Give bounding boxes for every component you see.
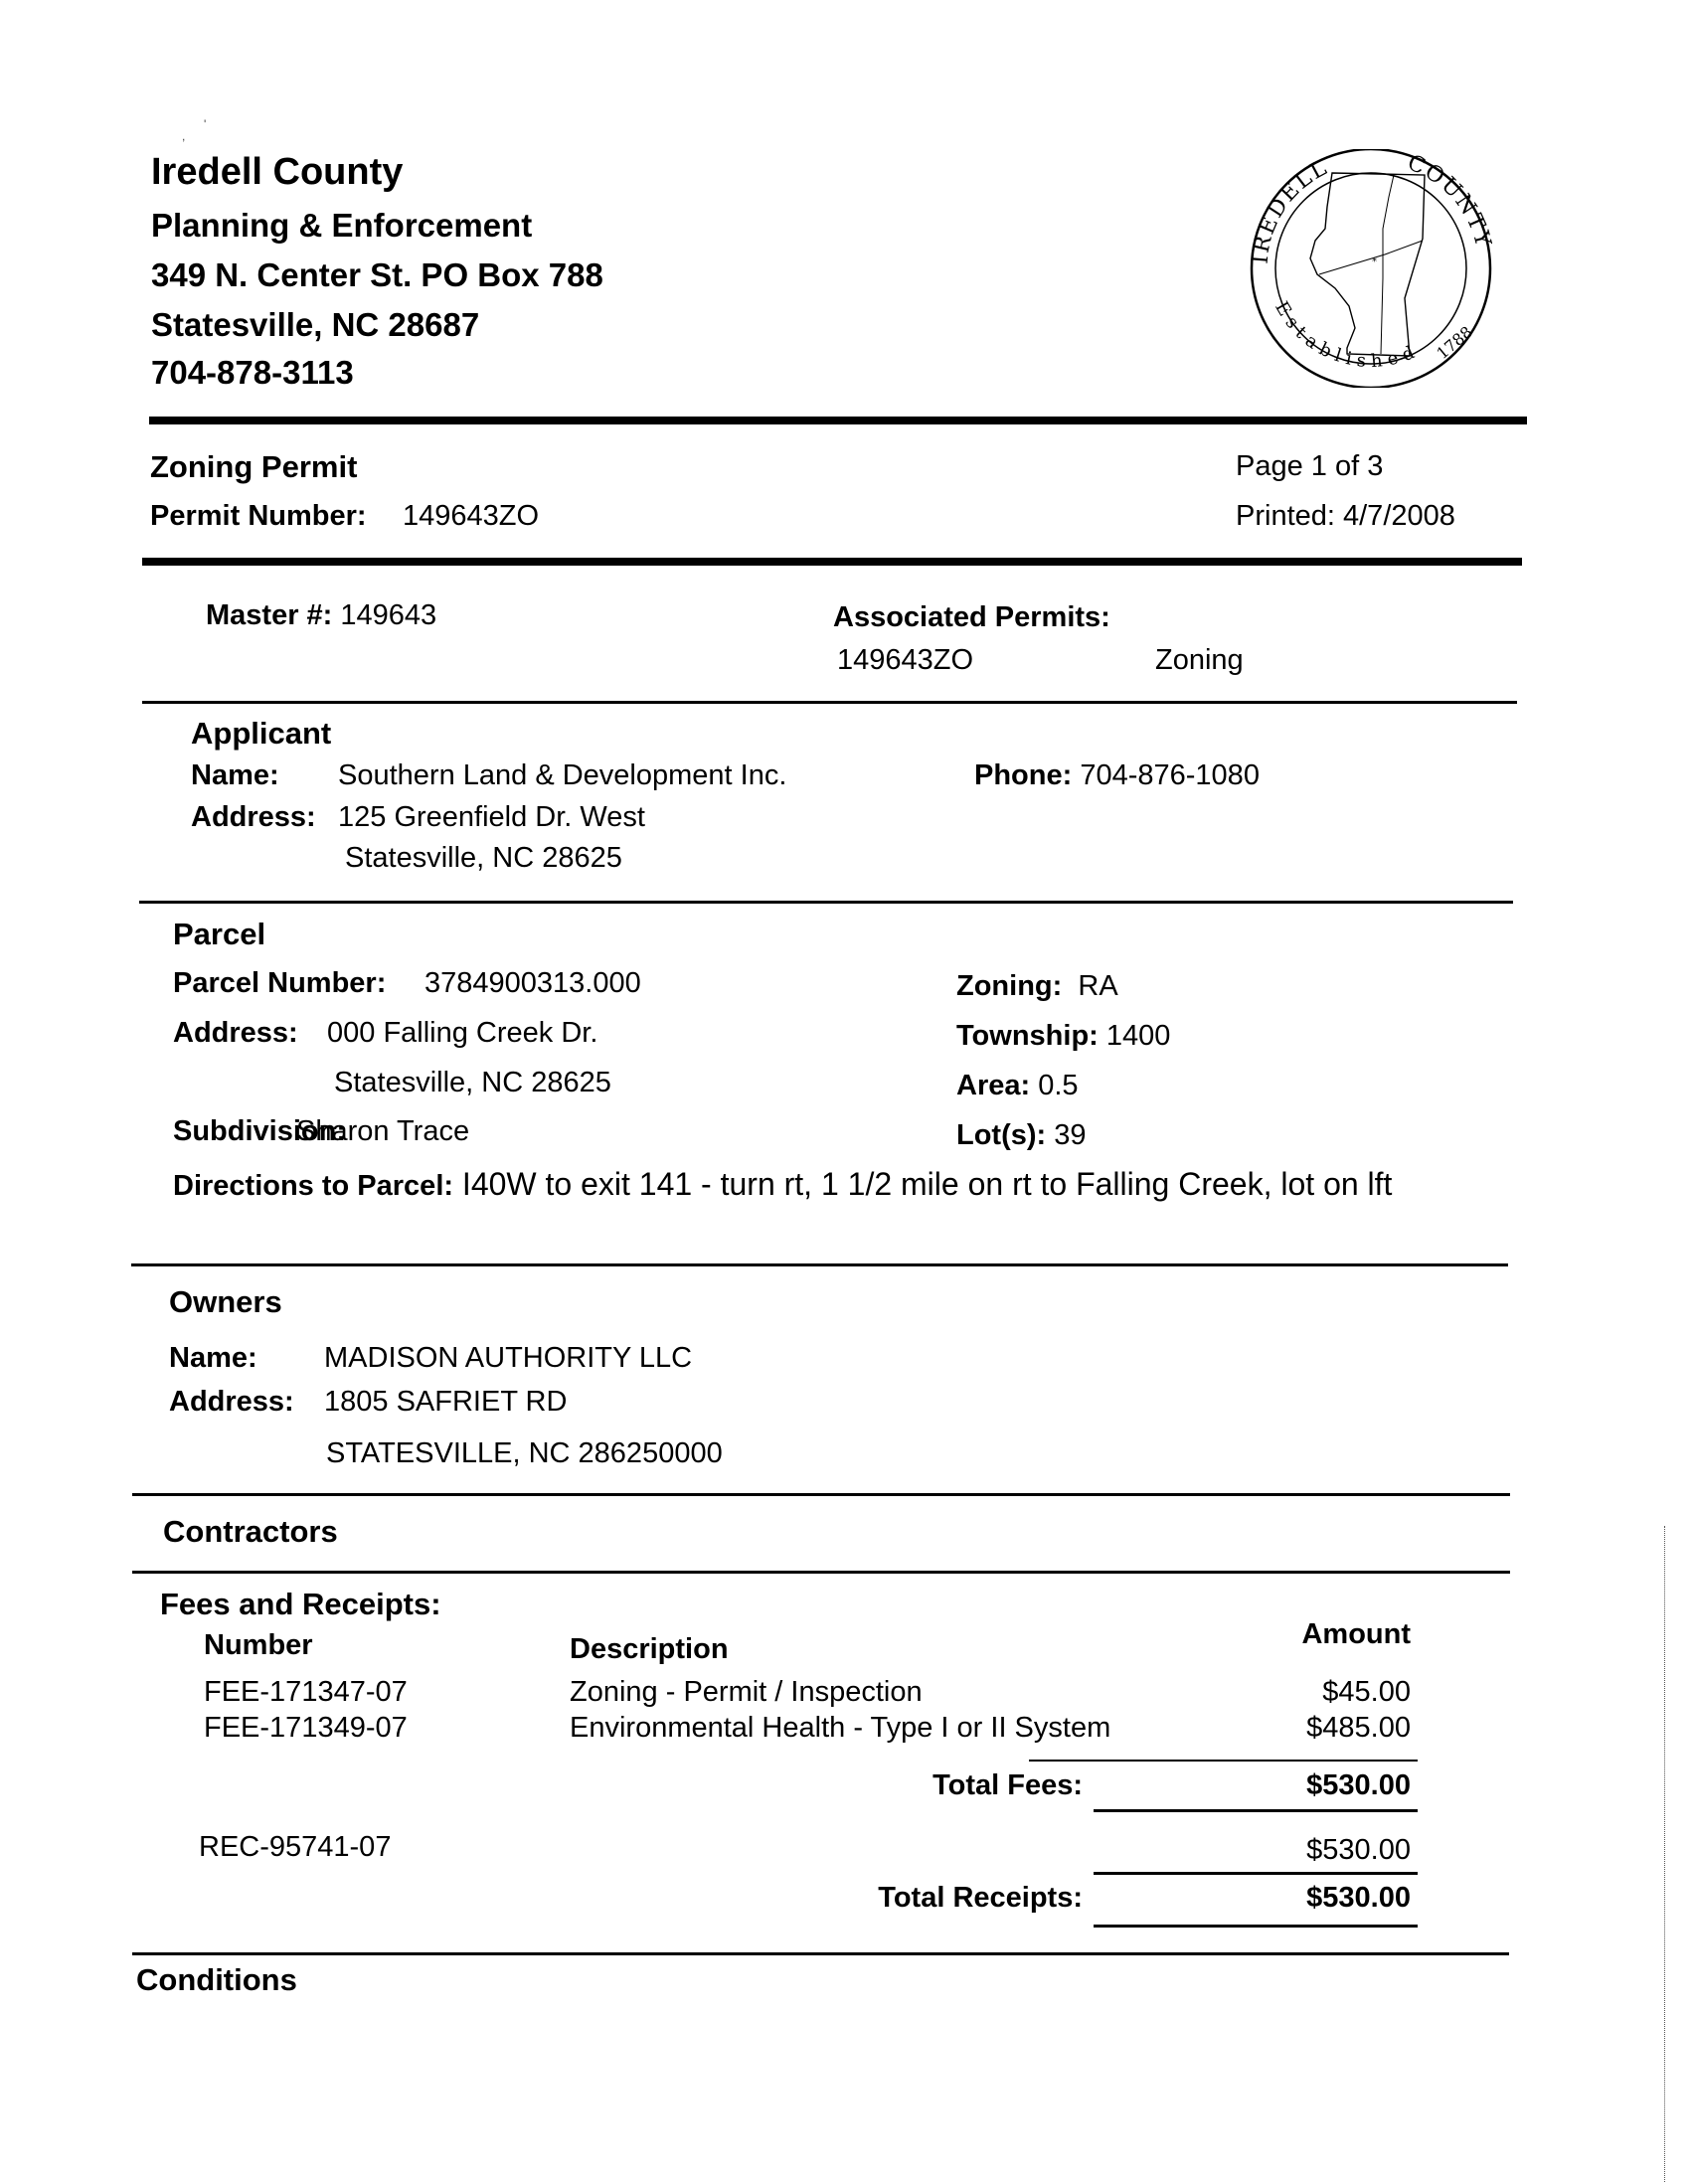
fee-row-number: FEE-171347-07 [204, 1676, 408, 1708]
parcel-township-label: Township: [956, 1020, 1099, 1052]
applicant-phone-label: Phone: [974, 759, 1073, 791]
owners-heading: Owners [169, 1284, 282, 1319]
page-indicator: Page 1 of 3 [1236, 450, 1384, 482]
contractors-heading: Contractors [163, 1514, 338, 1549]
parcel-zoning-label: Zoning: [956, 970, 1063, 1002]
parcel-address-label: Address: [173, 1017, 298, 1049]
divider [139, 901, 1513, 904]
seal-year: 1788 [1433, 322, 1476, 364]
master-value: 149643 [340, 599, 437, 631]
applicant-name: Southern Land & Development Inc. [338, 759, 787, 791]
scan-artifact: ' [204, 117, 207, 131]
owner-name: MADISON AUTHORITY LLC [324, 1342, 693, 1374]
seal-bottom-text: Established [1270, 297, 1424, 373]
receipt-amount: $530.00 [1306, 1834, 1411, 1866]
svg-text:COUNTY [1404, 150, 1494, 251]
fee-row-amount: $485.00 [1306, 1712, 1411, 1744]
applicant-name-label: Name: [191, 759, 279, 791]
parcel-heading: Parcel [173, 917, 266, 951]
parcel-township [956, 1020, 1170, 1053]
county-seal-icon [1248, 149, 1494, 388]
agency-street: 349 N. Center St. PO Box 788 [151, 256, 603, 293]
scan-artifact: , [182, 129, 186, 143]
fees-heading: Fees and Receipts: [160, 1587, 441, 1621]
owner-address-line1: 1805 SAFRIET RD [324, 1386, 568, 1418]
total-line [1094, 1809, 1418, 1812]
fee-row-description: Environmental Health - Type I or II System [570, 1712, 1111, 1744]
owner-address-line2: STATESVILLE, NC 286250000 [326, 1437, 723, 1469]
parcel-zoning-value: RA [1078, 970, 1118, 1002]
parcel-area-value: 0.5 [1038, 1070, 1079, 1101]
applicant-phone [974, 759, 1260, 792]
master-label: Master #: [206, 599, 333, 631]
fees-column-description: Description [570, 1633, 729, 1665]
applicant-address-line1: 125 Greenfield Dr. West [338, 801, 645, 833]
owner-name-label: Name: [169, 1342, 257, 1374]
fee-row-description: Zoning - Permit / Inspection [570, 1676, 923, 1708]
divider [132, 1493, 1510, 1496]
master-number [206, 599, 436, 632]
divider-thick [142, 558, 1522, 566]
permit-number: 149643ZO [403, 500, 540, 532]
owner-address-label: Address: [169, 1386, 294, 1418]
parcel-directions-value: I40W to exit 141 - turn rt, 1 1/2 mile on rt to Falling Creek, lot on lft [461, 1166, 1393, 1202]
total-fees-value: $530.00 [1306, 1769, 1411, 1801]
total-receipts-label: Total Receipts: [878, 1882, 1083, 1914]
divider [131, 1263, 1508, 1266]
seal-right-text: COUNTY [1404, 150, 1494, 252]
parcel-lots-value: 39 [1054, 1119, 1087, 1151]
agency-department: Planning & Enforcement [151, 207, 533, 244]
total-receipts-value: $530.00 [1306, 1882, 1411, 1914]
svg-text:*: * [1372, 256, 1377, 267]
parcel-number-label: Parcel Number: [173, 967, 387, 999]
svg-text:IREDELL [1249, 155, 1333, 265]
parcel-address-line1: 000 Falling Creek Dr. [327, 1017, 598, 1049]
fees-column-amount: Amount [1301, 1618, 1411, 1650]
divider [132, 1571, 1510, 1574]
parcel-area-label: Area: [956, 1070, 1031, 1101]
permit-number-label: Permit Number: [150, 500, 367, 532]
total-line [1094, 1925, 1418, 1928]
divider [132, 1952, 1509, 1955]
subtotal-line [1094, 1872, 1418, 1875]
parcel-area [956, 1070, 1079, 1102]
fees-column-number: Number [204, 1629, 313, 1661]
agency-city: Statesville, NC 28687 [151, 306, 480, 343]
parcel-lots-label: Lot(s): [956, 1119, 1047, 1151]
parcel-zoning [956, 970, 1118, 1003]
parcel-subdivision: Sharon Trace [296, 1115, 470, 1147]
associated-permit-number[interactable]: 149643ZO [837, 644, 974, 676]
fee-row-amount: $45.00 [1322, 1676, 1411, 1708]
fee-row-number: FEE-171349-07 [204, 1712, 408, 1744]
receipt-number: REC-95741-07 [199, 1831, 392, 1863]
svg-text:Established [1270, 298, 1423, 372]
applicant-heading: Applicant [191, 716, 332, 751]
applicant-address-line2: Statesville, NC 28625 [345, 842, 622, 874]
divider-thick [149, 417, 1527, 424]
applicant-address-label: Address: [191, 801, 316, 833]
associated-permit-type: Zoning [1155, 644, 1244, 676]
parcel-subdivision-label: Subdivision: [173, 1115, 346, 1147]
applicant-phone-value: 704-876-1080 [1080, 759, 1260, 791]
associated-permits-label: Associated Permits: [833, 601, 1110, 633]
parcel-township-value: 1400 [1105, 1020, 1171, 1052]
permit-title: Zoning Permit [150, 449, 358, 484]
agency-name: Iredell County [151, 151, 404, 193]
subtotal-line [1029, 1760, 1418, 1762]
parcel-directions [173, 1166, 1392, 1203]
parcel-lots [956, 1119, 1087, 1152]
parcel-address-line2: Statesville, NC 28625 [334, 1067, 611, 1098]
parcel-directions-label: Directions to Parcel: [173, 1170, 454, 1202]
scan-edge-artifact [1664, 1526, 1666, 2182]
printed-date: Printed: 4/7/2008 [1236, 500, 1455, 532]
seal-top-text: IREDELL [1248, 155, 1333, 265]
divider [142, 701, 1517, 704]
total-fees-label: Total Fees: [932, 1769, 1083, 1801]
parcel-number: 3784900313.000 [424, 967, 641, 999]
agency-phone: 704-878-3113 [151, 354, 354, 391]
conditions-heading: Conditions [136, 1962, 297, 1997]
